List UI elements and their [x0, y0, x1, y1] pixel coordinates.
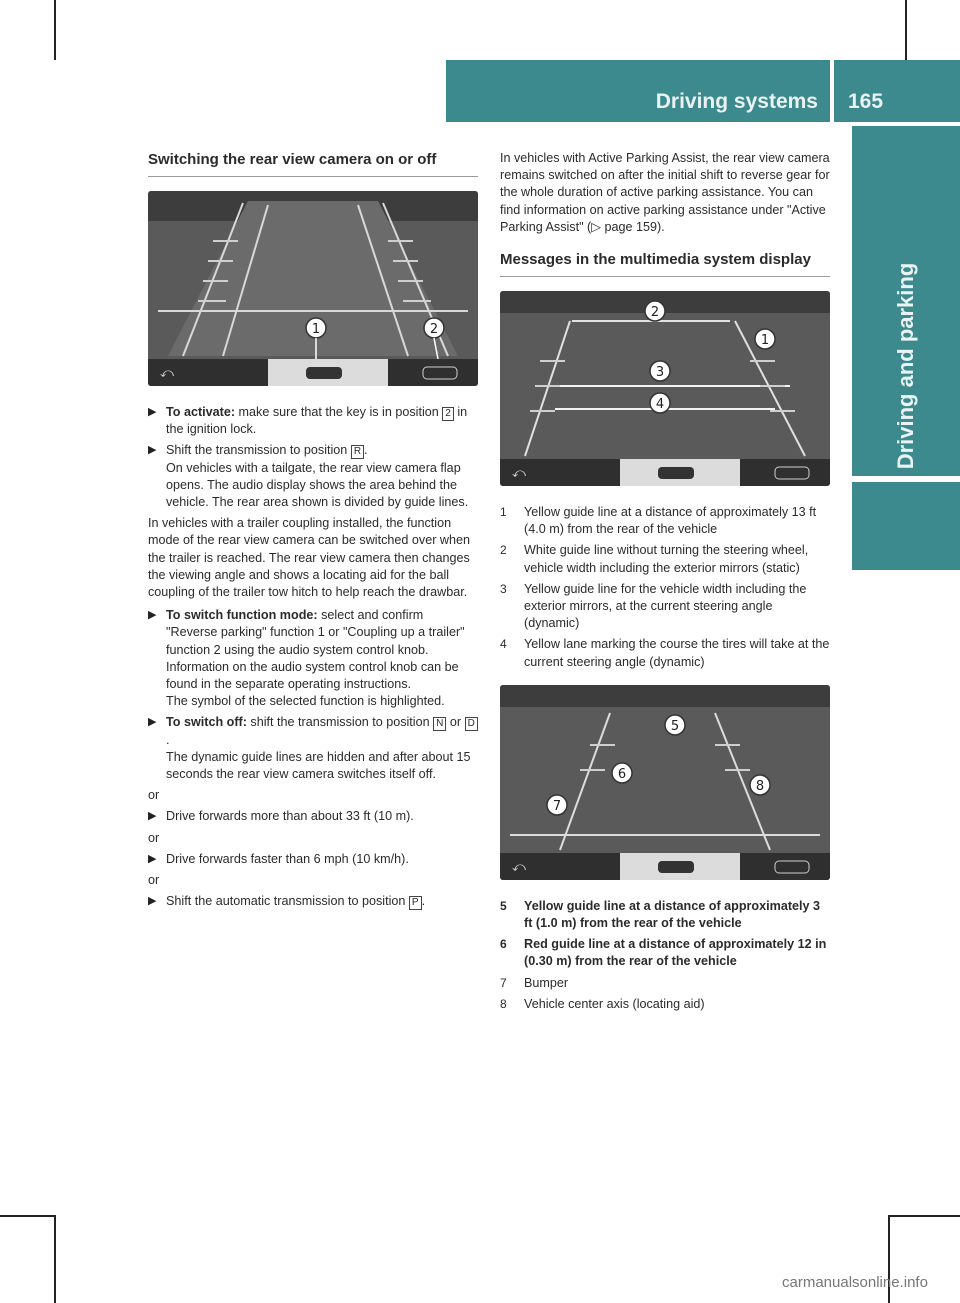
- step-arrow-icon: ▶: [148, 444, 157, 457]
- watermark: carmanualsonline.info: [782, 1274, 928, 1291]
- svg-text:⤺: ⤺: [160, 366, 174, 381]
- step-drive-distance: ▶ Drive forwards more than about 33 ft (10 m).: [148, 808, 478, 825]
- heading-rule: [500, 276, 830, 277]
- page-number: 165: [834, 60, 960, 122]
- page-header: [446, 60, 960, 122]
- step-switch-mode: ▶ To switch function mode: select and confirm "Reverse parking" function 1 or "Coupling up a trailer" function 2 using the audio system control knob. Information on the audio system control knob can be found in the separate operating instructions. The symbol of the selected function is highlighted.: [148, 608, 465, 709]
- callout-2: 2: [650, 305, 660, 321]
- active-parking-paragraph: In vehicles with Active Parking Assist, the rear view camera remains switched on after the initial shift to reverse gear for the whole duration of active parking assistance. You can find information on active parking assistance under "Active Parking Assist" (▷ page 159).: [500, 151, 830, 234]
- or-text: or: [148, 830, 160, 845]
- legend-item: 2 White guide line without turning the steering wheel, vehicle width including the exterior mirrors (static): [500, 543, 809, 575]
- crop-mark: [888, 1215, 960, 1217]
- svg-text:⤺: ⤺: [512, 859, 526, 875]
- svg-text:⤺: ⤺: [512, 466, 526, 482]
- callout-3: 3: [655, 365, 665, 381]
- legend-item: 4 Yellow lane marking the course the tires will take at the current steering angle (dynamic): [500, 637, 830, 669]
- camera-image-1: [148, 191, 478, 386]
- legend-item: 8 Vehicle center axis (locating aid): [500, 996, 705, 1011]
- legend-list-2: [500, 898, 830, 1013]
- or-text: or: [148, 788, 160, 803]
- callout-8: 8: [755, 778, 765, 794]
- callout-7: 7: [552, 798, 562, 814]
- legend-item: 3 Yellow guide line for the vehicle width including the exterior mirrors, at the current steering angle (dynamic): [500, 581, 807, 631]
- callout-5: 5: [670, 718, 680, 734]
- step-arrow-icon: ▶: [148, 895, 157, 908]
- gear-n-icon: N: [433, 717, 446, 731]
- side-marker-block: [852, 482, 960, 570]
- camera-image-3: [500, 685, 830, 880]
- legend-list-1: [500, 504, 830, 671]
- heading-rule: [148, 176, 478, 177]
- legend-item: 1 Yellow guide line at a distance of approximately 13 ft (4.0 m) from the rear of the vehicle: [500, 505, 817, 537]
- or-text: or: [148, 873, 160, 888]
- step-shift-park: ▶ Shift the automatic transmission to position P .: [148, 893, 478, 910]
- step-drive-speed: ▶ Drive forwards faster than 6 mph (10 km/h).: [148, 851, 478, 868]
- gear-p-icon: P: [409, 896, 422, 910]
- step-activate: ▶ To activate: make sure that the key is in position 2 in the ignition lock.: [148, 405, 468, 437]
- callout-4: 4: [655, 397, 665, 413]
- step-arrow-icon: ▶: [148, 810, 157, 823]
- left-column: [148, 150, 478, 914]
- camera-image-2: [500, 291, 830, 486]
- step-switch-off: ▶ To switch off: shift the transmission to position N or D. The dynamic guide lines are hidden and after about 15 seconds the rear view camera switches itself off.: [148, 714, 478, 783]
- legend-item: 6 Red guide line at a distance of approximately 12 in (0.30 m) from the rear of the vehicle: [500, 937, 827, 969]
- section-title: Driving systems: [446, 60, 830, 122]
- crop-mark: [0, 1215, 56, 1217]
- crop-mark: [905, 0, 907, 60]
- gear-d-icon: D: [465, 717, 478, 731]
- legend-item: 7 Bumper: [500, 975, 569, 990]
- section-heading: Messages in the multimedia system display: [500, 251, 811, 269]
- step-arrow-icon: ▶: [148, 852, 157, 865]
- chapter-label: Driving and parking: [893, 262, 918, 470]
- gear-r-icon: R: [351, 445, 364, 459]
- chapter-side-tab: [852, 126, 960, 476]
- step-arrow-icon: ▶: [148, 716, 157, 729]
- callout-6: 6: [617, 766, 627, 782]
- crop-mark: [54, 0, 56, 60]
- callout-2: 2: [429, 322, 439, 337]
- legend-item: 5 Yellow guide line at a distance of approximately 3 ft (1.0 m) from the rear of the vehicle: [500, 898, 821, 931]
- key-position-icon: 2: [442, 407, 454, 421]
- callout-1: 1: [311, 322, 321, 337]
- step-arrow-icon: ▶: [148, 406, 157, 418]
- crop-mark: [54, 1215, 56, 1303]
- step-shift-reverse: ▶ Shift the transmission to position R . On vehicles with a tailgate, the rear view camera flap opens. The audio display shows the area behind the vehicle. The rear area shown is divided by guide lines.: [148, 443, 469, 510]
- right-column: [500, 150, 830, 1017]
- section-heading: Switching the rear view camera on or off: [148, 151, 437, 168]
- callout-1: 1: [760, 333, 770, 349]
- step-arrow-icon: ▶: [148, 609, 157, 622]
- trailer-paragraph: In vehicles with a trailer coupling installed, the function mode of the rear view camera can be switched over when the trailer is reached. The rear view camera then changes the viewing angle and shows a locating aid for the ball coupling of the trailer tow hitch to help reach the drawbar.: [148, 516, 471, 600]
